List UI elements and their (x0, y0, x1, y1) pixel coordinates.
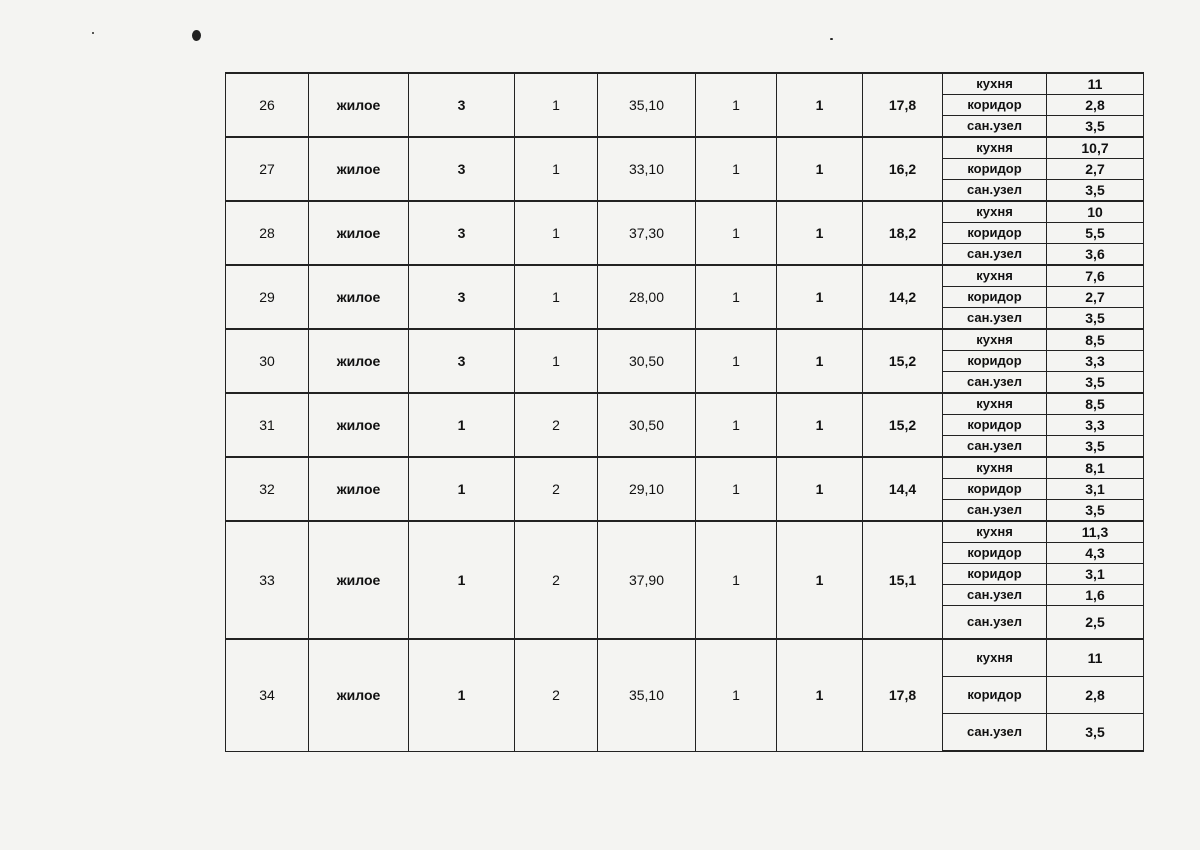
premises-type: жилое (309, 521, 409, 639)
col3-value: 3 (409, 201, 515, 265)
apartment-number: 32 (226, 457, 309, 521)
col3-value: 1 (409, 521, 515, 639)
room-area: 3,5 (1047, 307, 1144, 329)
room-name: кухня (943, 137, 1047, 158)
col3-value: 1 (409, 393, 515, 457)
col7-value: 1 (777, 393, 863, 457)
room-area: 1,6 (1047, 584, 1144, 605)
apartments-table-body (226, 73, 1144, 751)
room-area: 2,7 (1047, 158, 1144, 179)
total-area: 35,10 (598, 639, 696, 751)
room-name: коридор (943, 676, 1047, 713)
room-area: 10 (1047, 201, 1144, 222)
premises-type: жилое (309, 639, 409, 751)
premises-type: жилое (309, 137, 409, 201)
col4-value: 2 (515, 393, 598, 457)
room-area: 3,5 (1047, 371, 1144, 393)
apartment-number: 30 (226, 329, 309, 393)
col3-value: 3 (409, 265, 515, 329)
living-area: 15,1 (863, 521, 943, 639)
col6-value: 1 (696, 521, 777, 639)
table-row (226, 457, 1144, 478)
room-name: коридор (943, 350, 1047, 371)
room-area: 5,5 (1047, 222, 1144, 243)
room-name: сан.узел (943, 243, 1047, 265)
room-name: коридор (943, 542, 1047, 563)
col6-value: 1 (696, 137, 777, 201)
living-area: 17,8 (863, 639, 943, 751)
room-area: 3,5 (1047, 713, 1144, 751)
premises-type: жилое (309, 457, 409, 521)
room-area: 3,1 (1047, 563, 1144, 584)
table-row (226, 265, 1144, 286)
room-area: 8,5 (1047, 329, 1144, 350)
room-area: 8,5 (1047, 393, 1144, 414)
apartment-number: 29 (226, 265, 309, 329)
room-name: кухня (943, 639, 1047, 676)
room-area: 3,3 (1047, 414, 1144, 435)
room-name: коридор (943, 94, 1047, 115)
col6-value: 1 (696, 329, 777, 393)
col4-value: 1 (515, 137, 598, 201)
apartment-number: 27 (226, 137, 309, 201)
living-area: 17,8 (863, 73, 943, 137)
living-area: 16,2 (863, 137, 943, 201)
room-name: сан.узел (943, 307, 1047, 329)
scan-speck (92, 32, 94, 34)
room-name: кухня (943, 73, 1047, 94)
room-area: 3,5 (1047, 435, 1144, 457)
room-name: коридор (943, 222, 1047, 243)
room-area: 3,6 (1047, 243, 1144, 265)
col7-value: 1 (777, 457, 863, 521)
col6-value: 1 (696, 639, 777, 751)
total-area: 35,10 (598, 73, 696, 137)
room-area: 3,1 (1047, 478, 1144, 499)
room-name: коридор (943, 478, 1047, 499)
room-name: сан.узел (943, 605, 1047, 639)
room-name: сан.узел (943, 584, 1047, 605)
total-area: 37,30 (598, 201, 696, 265)
total-area: 30,50 (598, 393, 696, 457)
apartment-number: 26 (226, 73, 309, 137)
room-name: сан.узел (943, 713, 1047, 751)
scan-speck (192, 30, 201, 41)
apartments-table (225, 72, 1144, 752)
room-name: сан.узел (943, 371, 1047, 393)
room-name: коридор (943, 563, 1047, 584)
col7-value: 1 (777, 73, 863, 137)
apartment-number: 33 (226, 521, 309, 639)
col6-value: 1 (696, 457, 777, 521)
col3-value: 3 (409, 137, 515, 201)
room-name: кухня (943, 393, 1047, 414)
room-name: сан.узел (943, 115, 1047, 137)
total-area: 33,10 (598, 137, 696, 201)
room-name: сан.узел (943, 499, 1047, 521)
col4-value: 2 (515, 639, 598, 751)
room-name: коридор (943, 158, 1047, 179)
col4-value: 2 (515, 457, 598, 521)
living-area: 18,2 (863, 201, 943, 265)
col4-value: 2 (515, 521, 598, 639)
col4-value: 1 (515, 329, 598, 393)
room-area: 10,7 (1047, 137, 1144, 158)
premises-type: жилое (309, 73, 409, 137)
total-area: 28,00 (598, 265, 696, 329)
col7-value: 1 (777, 639, 863, 751)
room-area: 2,8 (1047, 94, 1144, 115)
col6-value: 1 (696, 393, 777, 457)
col6-value: 1 (696, 73, 777, 137)
room-area: 11 (1047, 73, 1144, 94)
living-area: 14,2 (863, 265, 943, 329)
premises-type: жилое (309, 201, 409, 265)
col7-value: 1 (777, 265, 863, 329)
apartment-number: 31 (226, 393, 309, 457)
premises-type: жилое (309, 329, 409, 393)
living-area: 14,4 (863, 457, 943, 521)
col7-value: 1 (777, 137, 863, 201)
room-area: 8,1 (1047, 457, 1144, 478)
col3-value: 3 (409, 329, 515, 393)
apartment-number: 34 (226, 639, 309, 751)
apartment-number: 28 (226, 201, 309, 265)
table-row (226, 201, 1144, 222)
col4-value: 1 (515, 201, 598, 265)
scan-speck (830, 38, 833, 40)
room-area: 3,5 (1047, 179, 1144, 201)
table-row (226, 521, 1144, 542)
col3-value: 3 (409, 73, 515, 137)
room-area: 2,5 (1047, 605, 1144, 639)
col4-value: 1 (515, 265, 598, 329)
room-name: кухня (943, 329, 1047, 350)
room-area: 4,3 (1047, 542, 1144, 563)
premises-type: жилое (309, 265, 409, 329)
room-area: 11,3 (1047, 521, 1144, 542)
room-name: сан.узел (943, 435, 1047, 457)
living-area: 15,2 (863, 393, 943, 457)
total-area: 37,90 (598, 521, 696, 639)
table-row (226, 329, 1144, 350)
room-area: 7,6 (1047, 265, 1144, 286)
table-row (226, 137, 1144, 158)
col3-value: 1 (409, 457, 515, 521)
room-area: 2,8 (1047, 676, 1144, 713)
room-name: сан.узел (943, 179, 1047, 201)
col6-value: 1 (696, 201, 777, 265)
total-area: 30,50 (598, 329, 696, 393)
room-area: 2,7 (1047, 286, 1144, 307)
table-row (226, 73, 1144, 94)
premises-type: жилое (309, 393, 409, 457)
col3-value: 1 (409, 639, 515, 751)
room-area: 3,5 (1047, 499, 1144, 521)
col7-value: 1 (777, 329, 863, 393)
col7-value: 1 (777, 201, 863, 265)
table-row (226, 393, 1144, 414)
room-area: 11 (1047, 639, 1144, 676)
room-name: кухня (943, 457, 1047, 478)
room-area: 3,3 (1047, 350, 1144, 371)
col6-value: 1 (696, 265, 777, 329)
room-name: коридор (943, 286, 1047, 307)
living-area: 15,2 (863, 329, 943, 393)
table-row (226, 639, 1144, 676)
total-area: 29,10 (598, 457, 696, 521)
col7-value: 1 (777, 521, 863, 639)
room-area: 3,5 (1047, 115, 1144, 137)
room-name: кухня (943, 521, 1047, 542)
room-name: кухня (943, 265, 1047, 286)
room-name: коридор (943, 414, 1047, 435)
col4-value: 1 (515, 73, 598, 137)
room-name: кухня (943, 201, 1047, 222)
